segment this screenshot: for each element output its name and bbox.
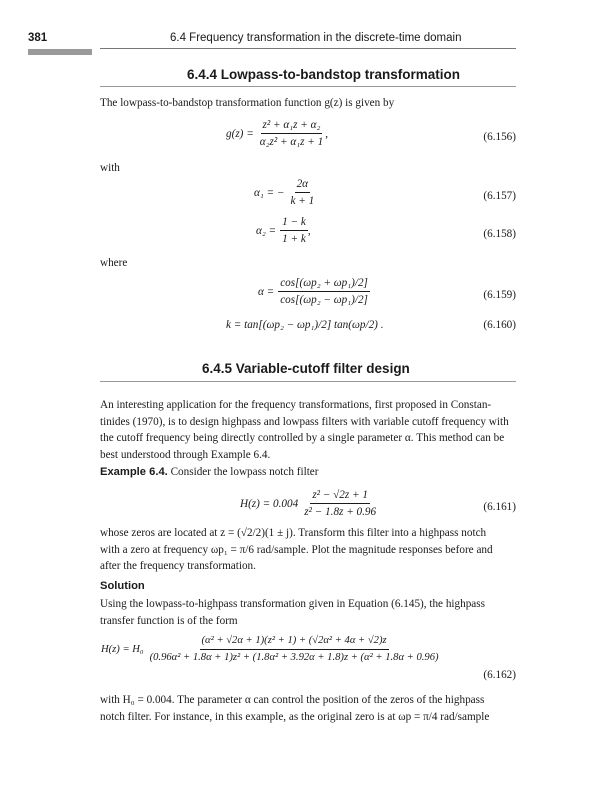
equation-number-6-161: (6.161)	[483, 501, 516, 513]
eq161-denominator: z² − 1.8z + 0.96	[304, 506, 377, 518]
equation-number-6-159: (6.159)	[483, 289, 516, 301]
paragraph-line: transfer function is of the form	[100, 614, 238, 627]
eq162-lhs: H(z) = H₀	[101, 644, 144, 655]
eq156-lhs: g(z) =	[226, 127, 254, 140]
header-rule	[100, 48, 516, 49]
eq156-denominator: α₂z² + α₁z + 1	[259, 136, 324, 148]
example-label: Example 6.4.	[100, 466, 168, 478]
equation-number-6-162: (6.162)	[483, 669, 516, 681]
eq158-denominator: 1 + k	[282, 233, 306, 245]
equation-6-157	[254, 177, 316, 208]
eq157-lhs: α₁ = −	[254, 186, 285, 199]
example-text: Consider the lowpass notch filter	[170, 466, 319, 478]
eq159-lhs: α =	[258, 285, 275, 298]
eq161-fraction	[302, 488, 378, 519]
eq159-fraction	[278, 276, 370, 307]
equation-6-161	[240, 488, 378, 519]
paragraph-notch-zeros	[100, 525, 516, 575]
paragraph-line: with a zero at frequency ωp₁ = π/6 rad/sample. Plot the magnitude responses before and	[100, 543, 493, 556]
equation-6-160: k = tan[(ωp₂ − ωp₁)/2] tan(ωp/2) .	[226, 319, 384, 331]
paragraph-variable-cutoff	[100, 397, 516, 463]
paragraph-line: tinides (1970), is to design highpass and lowpass filters with variable cutoff frequency with	[100, 415, 509, 428]
paragraph-line: with H₀ = 0.004. The parameter α can control the position of the zeros of the highpass	[100, 694, 485, 706]
eq161-lhs: H(z) = 0.004	[240, 497, 299, 510]
eq161-numerator: z² − √2z + 1	[310, 488, 370, 504]
with-text: with	[100, 162, 120, 174]
eq159-denominator: cos[(ωp₂ − ωp₁)/2]	[280, 294, 368, 306]
eq156-fraction	[258, 118, 325, 149]
eq158-lhs: α₂ =	[256, 224, 277, 237]
equation-6-162	[101, 634, 441, 665]
paragraph-line: whose zeros are located at z = (√2/2)(1 ± j). Transform this filter into a highpass notch	[100, 527, 487, 539]
equation-6-159	[258, 276, 370, 307]
equation-6-158	[256, 215, 311, 246]
equation-6-156	[226, 118, 328, 149]
eq162-denominator: (0.96α² + 1.8α + 1)z² + (1.8α² + 3.92α + 1.8)z + (α² + 1.8α + 0.96)	[149, 652, 439, 663]
eq157-numerator: 2α	[295, 177, 310, 193]
eq159-numerator: cos[(ωp₂ + ωp₁)/2]	[278, 276, 370, 292]
paragraph-solution	[100, 596, 516, 629]
page-number: 381	[28, 32, 48, 44]
paragraph-line: best understood through Example 6.4.	[100, 448, 271, 461]
paragraph-line: after the frequency transformation.	[100, 560, 256, 573]
eq158-tail: ,	[307, 224, 311, 237]
paragraph-line: Using the lowpass-to-highpass transformation given in Equation (6.145), the highpass	[100, 598, 485, 610]
example-line	[100, 466, 516, 478]
intro-text: The lowpass-to-bandstop transformation function g(z) is given by	[100, 97, 395, 109]
where-text: where	[100, 257, 128, 269]
running-title: 6.4 Frequency transformation in the discrete-time domain	[170, 32, 462, 44]
equation-number-6-157: (6.157)	[483, 190, 516, 202]
eq158-fraction	[280, 215, 308, 246]
section-rule-645	[100, 381, 516, 382]
equation-number-6-158: (6.158)	[483, 228, 516, 240]
eq156-tail: ,	[325, 127, 329, 140]
header-marker-bar	[28, 49, 92, 55]
eq157-fraction	[288, 177, 316, 208]
eq158-numerator: 1 − k	[280, 215, 308, 231]
paragraph-h0	[100, 692, 516, 725]
section-rule-644	[100, 86, 516, 87]
solution-label: Solution	[100, 580, 145, 592]
equation-number-6-156: (6.156)	[483, 131, 516, 143]
eq156-numerator: z² + α₁z + α₂	[261, 118, 323, 134]
section-heading-644: 6.4.4 Lowpass-to-bandstop transformation	[187, 67, 461, 82]
paragraph-line: the cutoff frequency being directly controlled by a single parameter α. This method can be	[100, 432, 505, 445]
section-heading-645: 6.4.5 Variable-cutoff filter design	[202, 361, 410, 376]
eq162-numerator: (α² + √2α + 1)(z² + 1) + (√2α² + 4α + √2)z	[200, 634, 389, 650]
eq157-denominator: k + 1	[290, 195, 315, 207]
eq162-fraction	[148, 634, 441, 665]
paragraph-line: An interesting application for the frequency transformations, first proposed in Constan-	[100, 399, 492, 411]
paragraph-line: notch filter. For instance, in this example, as the original zero is at ωp = π/4 rad/sample	[100, 710, 490, 723]
equation-number-6-160: (6.160)	[483, 319, 516, 331]
